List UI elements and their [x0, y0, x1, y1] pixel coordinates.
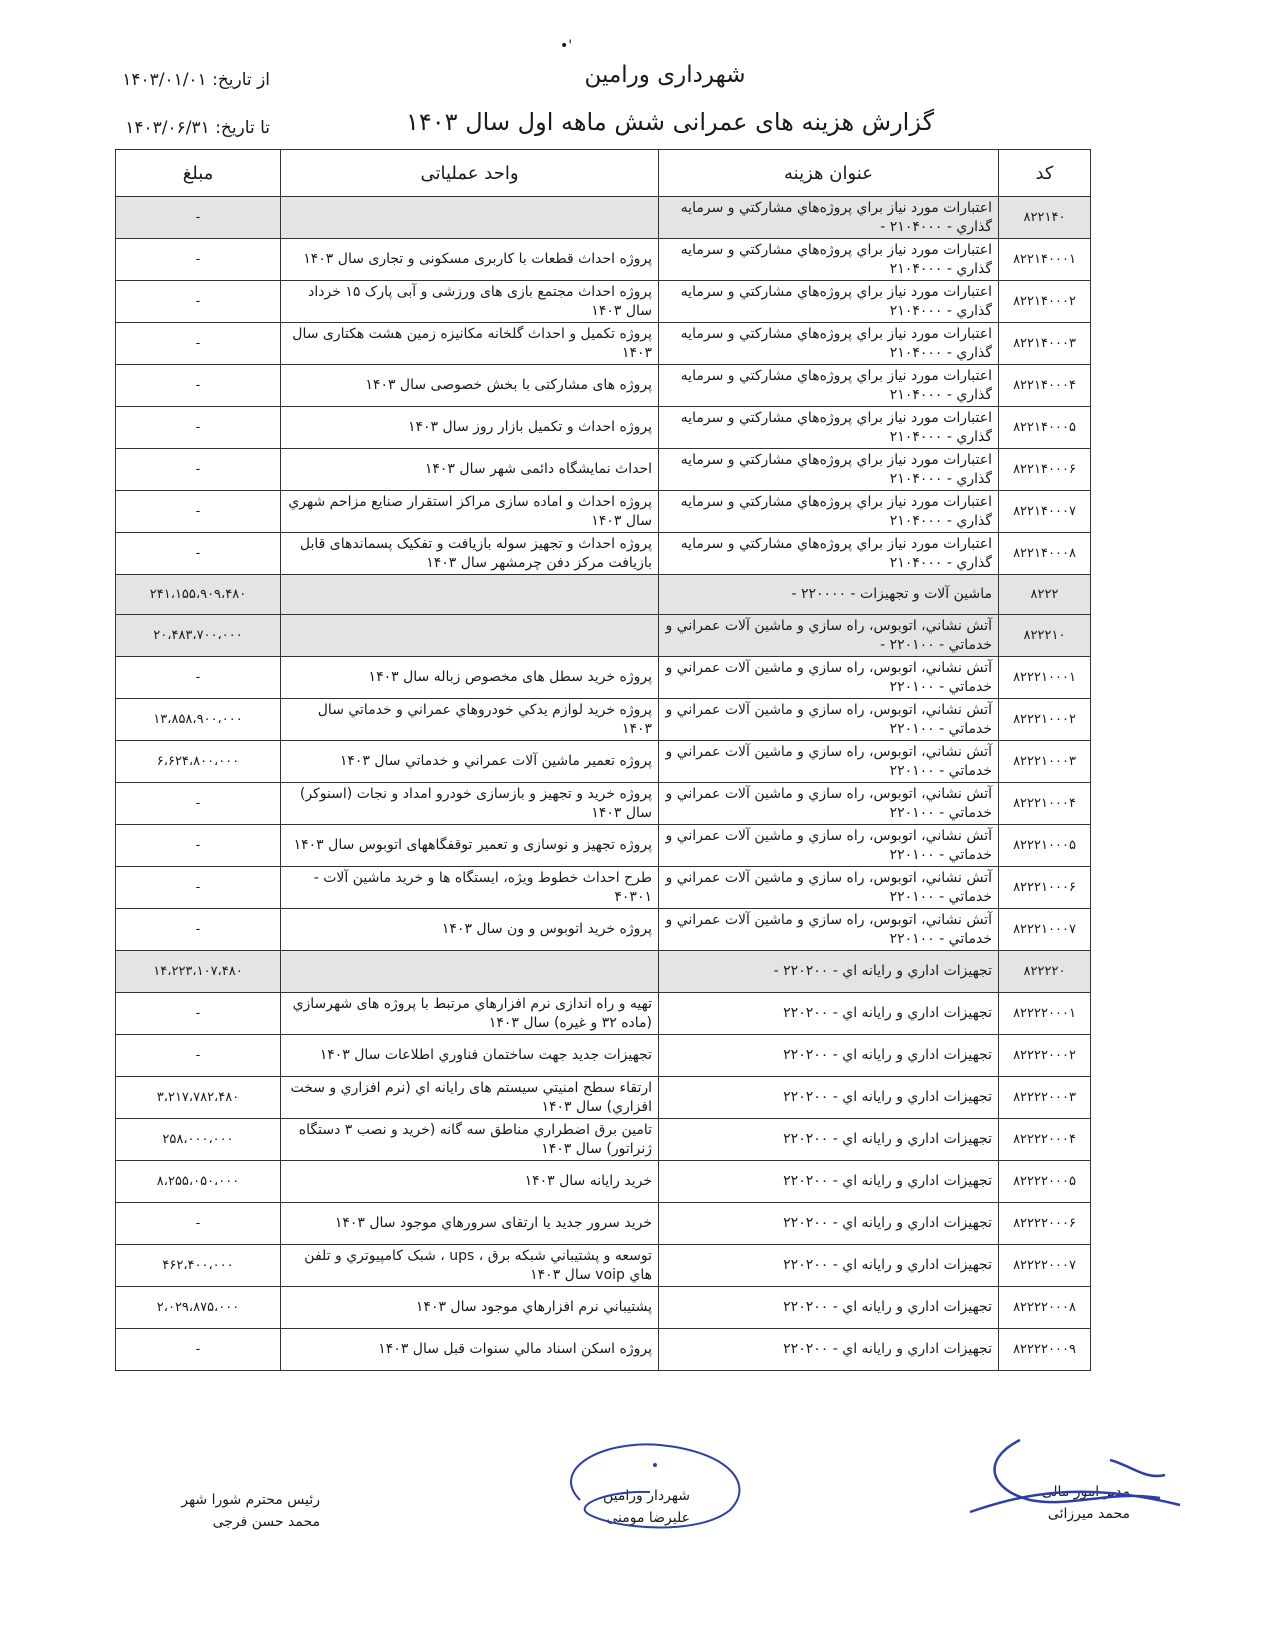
signature-council-head	[140, 1489, 320, 1533]
cell-code: ۸۲۲۱۴۰۰۰۲	[999, 281, 1091, 323]
cell-amount: -	[116, 323, 281, 365]
cell-unit: پروژه احداث مجتمع بازی های ورزشی و آبی پارک ۱۵ خرداد سال ۱۴۰۳	[281, 281, 659, 323]
cell-title: آتش نشاني، اتوبوس، راه سازي و ماشين آلات عمراني و خدماتي - ۲۲۰۱۰۰	[659, 783, 999, 825]
cell-amount: -	[116, 909, 281, 951]
signature-finance-manager	[1015, 1481, 1130, 1525]
cell-amount: ۶،۶۲۴،۸۰۰،۰۰۰	[116, 741, 281, 783]
cell-code: ۸۲۲۲۱۰۰۰۴	[999, 783, 1091, 825]
table-row	[116, 1161, 1091, 1203]
table-row	[116, 993, 1091, 1035]
cell-code: ۸۲۲۲۲۰۰۰۹	[999, 1329, 1091, 1371]
cell-title: آتش نشاني، اتوبوس، راه سازي و ماشين آلات عمراني و خدماتي - ۲۲۰۱۰۰	[659, 825, 999, 867]
cell-title: آتش نشاني، اتوبوس، راه سازي و ماشين آلات عمراني و خدماتي - ۲۲۰۱۰۰ -	[659, 615, 999, 657]
cell-code: ۸۲۲۱۴۰۰۰۵	[999, 407, 1091, 449]
cell-code: ۸۲۲۱۴۰۰۰۶	[999, 449, 1091, 491]
cell-amount: -	[116, 825, 281, 867]
table-row	[116, 1287, 1091, 1329]
cell-title: تجهيزات اداري و رايانه اي - ۲۲۰۲۰۰	[659, 1035, 999, 1077]
table-row	[116, 449, 1091, 491]
header-code: کد	[999, 150, 1091, 197]
cell-code: ۸۲۲۲۱۰۰۰۶	[999, 867, 1091, 909]
cell-code: ۸۲۲۲۱۰۰۰۲	[999, 699, 1091, 741]
cell-amount: -	[116, 1203, 281, 1245]
cell-unit: پروژه احداث قطعات با کاربری مسکونی و تجاری سال ۱۴۰۳	[281, 239, 659, 281]
cell-title: اعتبارات مورد نياز براي پروژه‌هاي مشاركتي و سرمایه گذاري - ۲۱۰۴۰۰۰	[659, 491, 999, 533]
cell-unit: پروژه اسکن اسناد مالي سنوات قبل سال ۱۴۰۳	[281, 1329, 659, 1371]
table-group-row	[116, 575, 1091, 615]
cell-title: اعتبارات مورد نياز براي پروژه‌هاي مشاركتي و سرمایه گذاري - ۲۱۰۴۰۰۰	[659, 323, 999, 365]
cell-unit: احداث نمایشگاه دائمی شهر سال ۱۴۰۳	[281, 449, 659, 491]
cell-title: آتش نشاني، اتوبوس، راه سازي و ماشين آلات عمراني و خدماتي - ۲۲۰۱۰۰	[659, 867, 999, 909]
cell-code: ۸۲۲۲۱۰۰۰۱	[999, 657, 1091, 699]
table-row	[116, 407, 1091, 449]
cell-code: ۸۲۲۲۲۰۰۰۳	[999, 1077, 1091, 1119]
cell-unit	[281, 615, 659, 657]
cell-code: ۸۲۲۲	[999, 575, 1091, 615]
header-title: عنوان هزینه	[659, 150, 999, 197]
cell-amount: -	[116, 1035, 281, 1077]
to-date: تا تاریخ: ۱۴۰۳/۰۶/۳۱	[125, 118, 270, 138]
cell-unit: تجهیزات جدید جهت ساختمان فناوري اطلاعات سال ۱۴۰۳	[281, 1035, 659, 1077]
cell-code: ۸۲۲۲۲۰۰۰۱	[999, 993, 1091, 1035]
cell-amount: ۱۴،۲۲۳،۱۰۷،۴۸۰	[116, 951, 281, 993]
cell-code: ۸۲۲۲۱۰۰۰۷	[999, 909, 1091, 951]
cell-amount: ۸،۲۵۵،۰۵۰،۰۰۰	[116, 1161, 281, 1203]
signature-role: رئیس محترم شورا شهر	[181, 1492, 320, 1508]
cell-unit: پروژه احداث و اماده سازی مراکز استقرار صنایع مزاحم شهري سال ۱۴۰۳	[281, 491, 659, 533]
cell-code: ۸۲۲۲۲۰	[999, 951, 1091, 993]
header-unit: واحد عملیاتی	[281, 150, 659, 197]
cell-amount: -	[116, 657, 281, 699]
table-row	[116, 825, 1091, 867]
cell-title: تجهيزات اداري و رايانه اي - ۲۲۰۲۰۰	[659, 1161, 999, 1203]
table-row	[116, 699, 1091, 741]
table-body	[116, 197, 1091, 1371]
cell-title: تجهيزات اداري و رايانه اي - ۲۲۰۲۰۰	[659, 1203, 999, 1245]
table-row	[116, 239, 1091, 281]
signature-mayor	[560, 1485, 690, 1529]
table-row	[116, 909, 1091, 951]
cell-code: ۸۲۲۱۴۰۰۰۸	[999, 533, 1091, 575]
cell-code: ۸۲۲۲۲۰۰۰۲	[999, 1035, 1091, 1077]
cell-unit: پروژه های مشارکتی با بخش خصوصی سال ۱۴۰۳	[281, 365, 659, 407]
table-row	[116, 657, 1091, 699]
cell-unit: پروژه تعمیر ماشین آلات عمراني و خدماتي سال ۱۴۰۳	[281, 741, 659, 783]
expense-table	[115, 149, 1091, 1371]
cell-unit: پروژه خرید اتوبوس و ون سال ۱۴۰۳	[281, 909, 659, 951]
cell-unit	[281, 197, 659, 239]
cell-unit: پروژه تجهیز و نوسازی و تعمیر توقفگاههای اتوبوس سال ۱۴۰۳	[281, 825, 659, 867]
cell-unit: طرح احداث خطوط ویژه، ایستگاه ها و خرید ماشین آلات - ۴۰۳۰۱	[281, 867, 659, 909]
cell-unit: خرید رایانه سال ۱۴۰۳	[281, 1161, 659, 1203]
cell-unit: تامین برق اضطراري مناطق سه گانه (خرید و نصب ۳ دستگاه ژنراتور) سال ۱۴۰۳	[281, 1119, 659, 1161]
cell-amount: -	[116, 407, 281, 449]
table-row	[116, 323, 1091, 365]
cell-amount: -	[116, 867, 281, 909]
cell-title: اعتبارات مورد نياز براي پروژه‌هاي مشاركتي و سرمایه گذاري - ۲۱۰۴۰۰۰	[659, 449, 999, 491]
cell-code: ۸۲۲۲۱۰۰۰۳	[999, 741, 1091, 783]
cell-code: ۸۲۲۱۴۰۰۰۳	[999, 323, 1091, 365]
cell-amount: -	[116, 197, 281, 239]
cell-title: اعتبارات مورد نياز براي پروژه‌هاي مشاركتي و سرمایه گذاري - ۲۱۰۴۰۰۰	[659, 533, 999, 575]
cell-title: اعتبارات مورد نياز براي پروژه‌هاي مشاركتي و سرمایه گذاري - ۲۱۰۴۰۰۰	[659, 239, 999, 281]
cell-title: تجهيزات اداري و رايانه اي - ۲۲۰۲۰۰	[659, 1119, 999, 1161]
table-row	[116, 1119, 1091, 1161]
signature-role: مدیر امور مالی	[1041, 1484, 1130, 1500]
cell-amount: ۲،۰۲۹،۸۷۵،۰۰۰	[116, 1287, 281, 1329]
cell-title: تجهيزات اداري و رايانه اي - ۲۲۰۲۰۰	[659, 1287, 999, 1329]
cell-code: ۸۲۲۲۱۰	[999, 615, 1091, 657]
cell-title: تجهيزات اداري و رايانه اي - ۲۲۰۲۰۰	[659, 1329, 999, 1371]
cell-amount: ۲۵۸،۰۰۰،۰۰۰	[116, 1119, 281, 1161]
table-row	[116, 1077, 1091, 1119]
cell-code: ۸۲۲۲۲۰۰۰۶	[999, 1203, 1091, 1245]
table-row	[116, 533, 1091, 575]
cell-amount: ۲۰،۴۸۳،۷۰۰،۰۰۰	[116, 615, 281, 657]
cell-title: تجهيزات اداري و رايانه اي - ۲۲۰۲۰۰	[659, 1245, 999, 1287]
cell-title: اعتبارات مورد نياز براي پروژه‌هاي مشاركتي و سرمایه گذاري - ۲۱۰۴۰۰۰	[659, 365, 999, 407]
cell-amount: ۱۳،۸۵۸،۹۰۰،۰۰۰	[116, 699, 281, 741]
cell-title: تجهيزات اداري و رايانه اي - ۲۲۰۲۰۰	[659, 1077, 999, 1119]
table-row	[116, 1329, 1091, 1371]
table-row	[116, 281, 1091, 323]
table-group-row	[116, 197, 1091, 239]
cell-code: ۸۲۲۱۴۰۰۰۷	[999, 491, 1091, 533]
cell-unit: پشتیباني نرم افزارهاي موجود سال ۱۴۰۳	[281, 1287, 659, 1329]
cell-unit: پروژه خرید و تجهیز و بازسازی خودرو امداد و نجات (اسنوکر) سال ۱۴۰۳	[281, 783, 659, 825]
report-subtitle: گزارش هزینه های عمرانی شش ماهه اول سال ۱۴۰۳	[406, 108, 934, 136]
cell-unit	[281, 575, 659, 615]
cell-amount: ۲۴۱،۱۵۵،۹۰۹،۴۸۰	[116, 575, 281, 615]
cell-unit: پروژه خرید سطل های مخصوص زباله سال ۱۴۰۳	[281, 657, 659, 699]
cell-unit: پروژه احداث و تجهیز سوله بازیافت و تفکیک پسماندهای قابل بازیافت مرکز دفن چرمشهر سال ۱۴۰۳	[281, 533, 659, 575]
cell-unit: پروژه تکمیل و احداث گلخانه مکانیزه زمین هشت هکتاری سال ۱۴۰۳	[281, 323, 659, 365]
table-row	[116, 491, 1091, 533]
cell-code: ۸۲۲۱۴۰	[999, 197, 1091, 239]
table-row	[116, 867, 1091, 909]
cell-code: ۸۲۲۲۱۰۰۰۵	[999, 825, 1091, 867]
from-date: از تاریخ: ۱۴۰۳/۰۱/۰۱	[122, 70, 270, 90]
cell-amount: -	[116, 993, 281, 1035]
cell-title: آتش نشاني، اتوبوس، راه سازي و ماشين آلات عمراني و خدماتي - ۲۲۰۱۰۰	[659, 741, 999, 783]
signature-role: شهردار ورامین	[602, 1488, 690, 1504]
cell-amount: -	[116, 533, 281, 575]
cell-amount: -	[116, 365, 281, 407]
cell-title: آتش نشاني، اتوبوس، راه سازي و ماشين آلات عمراني و خدماتي - ۲۲۰۱۰۰	[659, 699, 999, 741]
cell-code: ۸۲۲۱۴۰۰۰۴	[999, 365, 1091, 407]
cell-code: ۸۲۲۱۴۰۰۰۱	[999, 239, 1091, 281]
cell-amount: ۳،۲۱۷،۷۸۲،۴۸۰	[116, 1077, 281, 1119]
table-row	[116, 1245, 1091, 1287]
page-title: شهرداری ورامین	[584, 62, 746, 88]
cell-amount: -	[116, 1329, 281, 1371]
table-row	[116, 783, 1091, 825]
table-row	[116, 1035, 1091, 1077]
cell-amount: ۴۶۲،۴۰۰،۰۰۰	[116, 1245, 281, 1287]
cell-title: تجهيزات اداري و رايانه اي - ۲۲۰۲۰۰	[659, 993, 999, 1035]
cell-code: ۸۲۲۲۲۰۰۰۸	[999, 1287, 1091, 1329]
cell-code: ۸۲۲۲۲۰۰۰۷	[999, 1245, 1091, 1287]
cell-amount: -	[116, 783, 281, 825]
cell-title: آتش نشاني، اتوبوس، راه سازي و ماشين آلات عمراني و خدماتي - ۲۲۰۱۰۰	[659, 909, 999, 951]
header-amount: مبلغ	[116, 150, 281, 197]
cell-unit	[281, 951, 659, 993]
cell-unit: پروژه احداث و تکمیل بازار روز سال ۱۴۰۳	[281, 407, 659, 449]
cell-unit: توسعه و پشتیباني شبکه برق ، ups ، شبک کامپیوتري و تلفن هاي voip سال ۱۴۰۳	[281, 1245, 659, 1287]
header-mark: •'	[560, 38, 573, 54]
cell-title: اعتبارات مورد نياز براي پروژه‌هاي مشاركتي و سرمایه گذاري - ۲۱۰۴۰۰۰ -	[659, 197, 999, 239]
table-header-row	[116, 150, 1091, 197]
cell-title: اعتبارات مورد نياز براي پروژه‌هاي مشاركتي و سرمایه گذاري - ۲۱۰۴۰۰۰	[659, 407, 999, 449]
cell-title: آتش نشاني، اتوبوس، راه سازي و ماشين آلات عمراني و خدماتي - ۲۲۰۱۰۰	[659, 657, 999, 699]
cell-unit: پروژه خرید لوازم یدکي خودروهاي عمراني و خدماتي سال ۱۴۰۳	[281, 699, 659, 741]
table-group-row	[116, 615, 1091, 657]
cell-amount: -	[116, 449, 281, 491]
cell-title: تجهيزات اداري و رايانه اي - ۲۲۰۲۰۰ -	[659, 951, 999, 993]
signature-name: محمد میرزائی	[1047, 1506, 1130, 1522]
cell-title: اعتبارات مورد نياز براي پروژه‌هاي مشاركتي و سرمایه گذاري - ۲۱۰۴۰۰۰	[659, 281, 999, 323]
table-group-row	[116, 951, 1091, 993]
cell-title: ماشين آلات و تجهيزات - ۲۲۰۰۰۰ -	[659, 575, 999, 615]
cell-code: ۸۲۲۲۲۰۰۰۵	[999, 1161, 1091, 1203]
signature-name: محمد حسن فرجی	[212, 1514, 320, 1530]
cell-code: ۸۲۲۲۲۰۰۰۴	[999, 1119, 1091, 1161]
table-row	[116, 741, 1091, 783]
cell-unit: خرید سرور جدید یا ارتقای سرورهاي موجود سال ۱۴۰۳	[281, 1203, 659, 1245]
table-row	[116, 1203, 1091, 1245]
signature-name: علیرضا مومنی	[606, 1510, 690, 1526]
cell-unit: تهیه و راه اندازی نرم افزارهاي مرتبط با پروژه های شهرسازي (ماده ۳۲ و غیره) سال ۱۴۰۳	[281, 993, 659, 1035]
cell-unit: ارتقاء سطح امنیتي سیستم های رایانه اي (نرم افزاري و سخت افزاري) سال ۱۴۰۳	[281, 1077, 659, 1119]
table-row	[116, 365, 1091, 407]
cell-amount: -	[116, 281, 281, 323]
cell-amount: -	[116, 491, 281, 533]
cell-amount: -	[116, 239, 281, 281]
